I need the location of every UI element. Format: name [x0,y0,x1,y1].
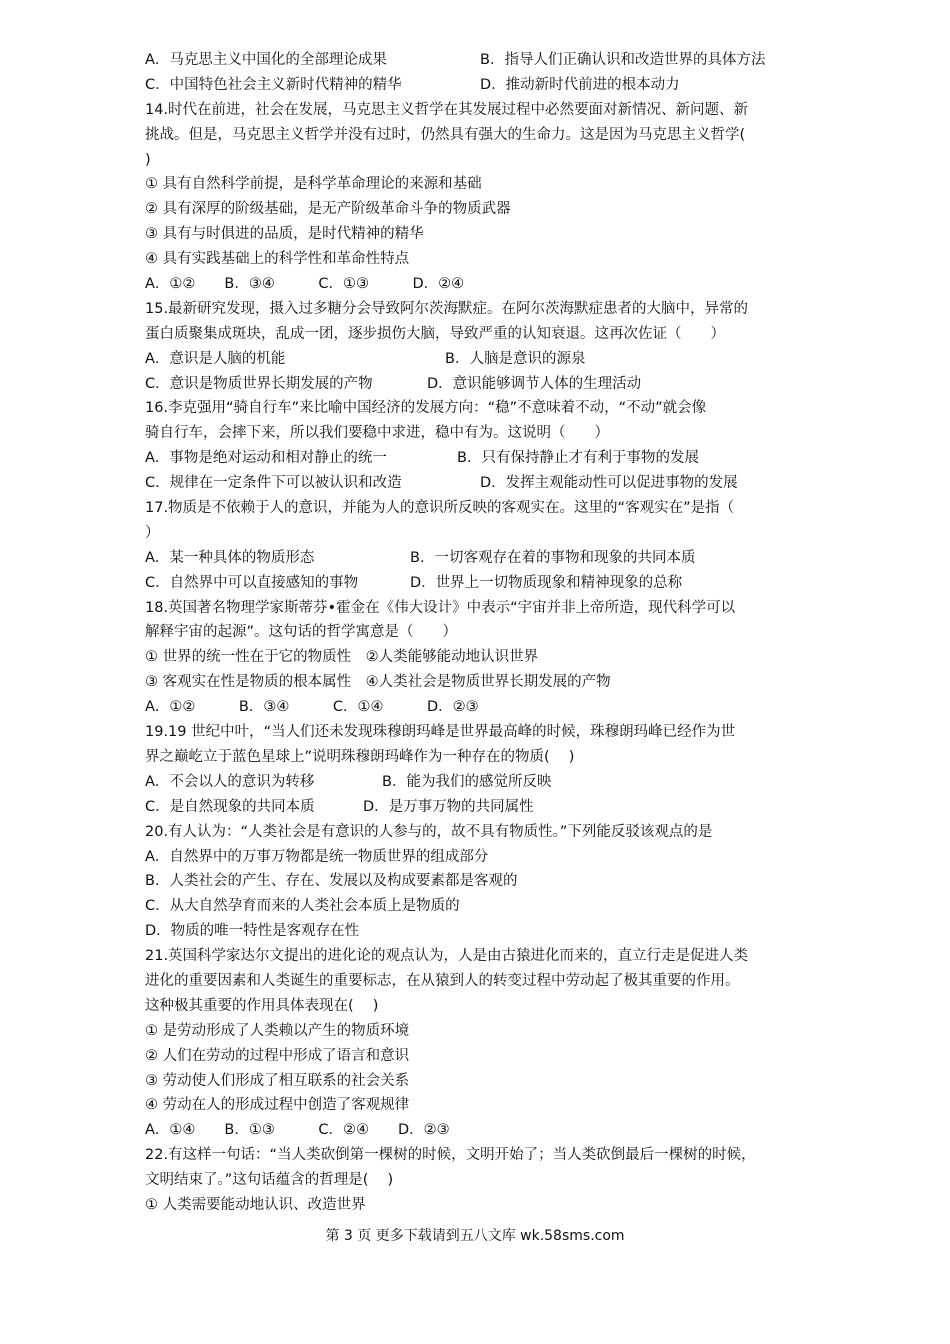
text-line: 这种极其重要的作用具体表现在( ) [145,997,379,1014]
text-line: A．①④ B．①③ C．②④ D．②③ [145,1122,450,1139]
text-line: 18.英国著名物理学家斯蒂芬•霍金在《伟大设计》中表示“宇宙并非上帝所造，现代科学可以 [145,599,736,616]
text-line: A．①② B．③④ C．①③ D．②④ [145,276,465,293]
option-left: A．意识是人脑的机能 [145,350,286,367]
text-line [145,571,845,596]
option-left: C．意识是物质世界长期发展的产物 [145,375,373,392]
option-right: B．只有保持静止才有利于事物的发展 [457,450,699,467]
text-line: ④ 劳动在人的形成过程中创造了客观规律 [145,1097,410,1114]
text-line: C．从大自然孕育而来的人类社会本质上是物质的 [145,898,460,915]
text-line [145,372,845,397]
text-line: 19.19 世纪中叶，“当人们还未发现珠穆朗玛峰是世界最高峰的时候，珠穆朗玛峰已经作为世 [145,724,736,741]
text-line [145,471,845,496]
text-line: ① 具有自然科学前提，是科学革命理论的来源和基础 [145,176,482,193]
text-line: ④ 具有实践基础上的科学性和革命性特点 [145,251,410,268]
text-line: A．自然界中的万事万物都是统一物质世界的组成部分 [145,848,489,865]
text-line: D．物质的唯一特性是客观存在性 [145,923,360,940]
text-line: ② 具有深厚的阶级基础，是无产阶级革命斗争的物质武器 [145,201,511,218]
option-left: C．是自然现象的共同本质 [145,798,315,815]
text-line [145,446,845,471]
text-line: ③ 客观实在性是物质的根本属性 ④人类社会是物质世界长期发展的产物 [145,674,611,691]
option-right: B．指导人们正确认识和改造世界的具体方法 [480,52,766,68]
option-left: A．不会以人的意识为转移 [145,773,315,790]
option-right: D．是万事万物的共同属性 [363,798,534,815]
text-line [145,795,845,820]
option-right: B．能为我们的感觉所反映 [382,773,552,790]
document-body [145,48,845,1218]
text-line: ① 人类需要能动地认识、改造世界 [145,1196,366,1213]
option-left: A．事物是绝对运动和相对静止的统一 [145,450,387,467]
option-right: D．世界上一切物质现象和精神现象的总称 [410,574,683,591]
text-line: 挑战。但是，马克思主义哲学并没有过时，仍然具有强大的生命力。这是因为马克思主义哲学( [145,126,746,143]
option-right: B．一切客观存在着的事物和现象的共同本质 [410,549,696,566]
page-footer: 第 3 页 更多下载请到五八文库 wk.58sms.com [325,1228,625,1244]
text-line: ② 人们在劳动的过程中形成了语言和意识 [145,1047,410,1064]
option-right: D．推动新时代前进的根本动力 [480,76,680,93]
text-line: 蛋白质聚集成斑块，乱成一团，逐步损伤大脑，导致严重的认知衰退。这再次佐证（ ） [145,325,725,342]
text-line: 解释宇宙的起源”。这句话的哲学寓意是（ ） [145,624,458,641]
text-line: 进化的重要因素和人类诞生的重要标志，在从猿到人的转变过程中劳动起了极其重要的作用。 [145,972,740,989]
text-line: ③ 劳动使人们形成了相互联系的社会关系 [145,1072,410,1089]
text-line [145,546,845,571]
option-left: C．中国特色社会主义新时代精神的精华 [145,76,402,93]
option-right: D．发挥主观能动性可以促进事物的发展 [480,475,738,492]
text-line [145,48,845,73]
option-right: B．人脑是意识的源泉 [445,350,586,367]
text-line: 14.时代在前进，社会在发展，马克思主义哲学在其发展过程中必然要面对新情况、新问题、新 [145,101,749,118]
text-line: ） [145,524,160,541]
text-line: 界之巅屹立于蓝色星球上”说明珠穆朗玛峰作为一种存在的物质( ) [145,748,575,765]
text-line: 22.有这样一句话：“当人类砍倒第一棵树的时候，文明开始了；当人类砍倒最后一棵树的时候， [145,1147,756,1164]
text-line: 17.物质是不依赖于人的意识，并能为人的意识所反映的客观实在。这里的“客观实在”是指（ [145,500,735,517]
text-line: A．①② B．③④ C．①④ D．②③ [145,699,479,716]
text-line [145,347,845,372]
option-left: A．某一种具体的物质形态 [145,549,315,566]
text-line: 16.李克强用“骑自行车”来比喻中国经济的发展方向：“稳”不意味着不动，“不动”就会像 [145,400,707,417]
text-line: 骑自行车，会摔下来，所以我们要稳中求进，稳中有为。这说明（ ） [145,425,609,442]
option-left: C．自然界中可以直接感知的事物 [145,574,359,591]
option-left: C．规律在一定条件下可以被认识和改造 [145,475,402,492]
text-line: ① 是劳动形成了人类赖以产生的物质环境 [145,1022,410,1039]
text-line: ③ 具有与时俱进的品质，是时代精神的精华 [145,226,424,243]
text-line: B．人类社会的产生、存在、发展以及构成要素都是客观的 [145,873,518,890]
option-left: A．马克思主义中国化的全部理论成果 [145,52,387,68]
text-line [145,770,845,795]
text-line: ① 世界的统一性在于它的物质性 ②人类能够能动地认识世界 [145,649,539,666]
option-right: D．意识能够调节人体的生理活动 [427,375,642,392]
text-line: ) [145,151,151,168]
text-line: 21.英国科学家达尔文提出的进化论的观点认为，人是由古猿进化而来的，直立行走是促进人类 [145,948,749,965]
text-line: 20.有人认为：“人类社会是有意识的人参与的，故不具有物质性。”下列能反驳该观点的是 [145,823,713,840]
text-line: 15.最新研究发现，摄入过多糖分会导致阿尔茨海默症。在阿尔茨海默症患者的大脑中，异常的 [145,300,749,317]
text-line: 文明结束了。”这句话蕴含的哲理是( ) [145,1172,394,1189]
text-line [145,73,845,98]
